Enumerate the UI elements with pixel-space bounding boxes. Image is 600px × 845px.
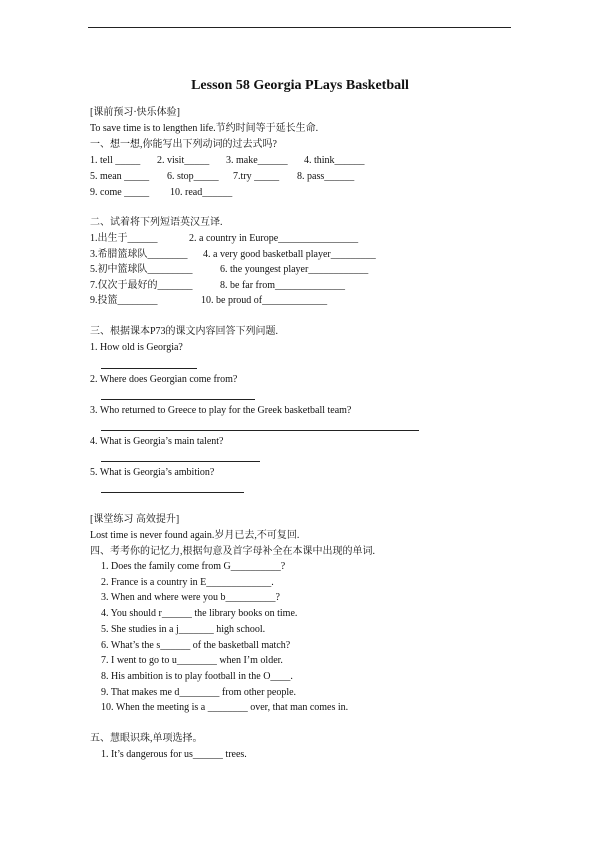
page-title: Lesson 58 Georgia PLays Basketball (191, 78, 409, 93)
verb-item: 10. read______ (170, 187, 233, 198)
answer-line (101, 399, 255, 400)
verb-item: 2. visit_____ (157, 155, 210, 166)
fill-item: 10. When the meeting is a ________ over, that man comes in. (101, 702, 349, 713)
verb-item: 5. mean _____ (90, 171, 150, 182)
question: 4. What is Georgia’s main talent? (90, 436, 224, 447)
answer-line (101, 430, 419, 431)
phrase-item: 3.希腊篮球队________ (90, 249, 188, 260)
choice-item: 1. It’s dangerous for us______ trees. (101, 749, 247, 760)
part5-heading: 五、慧眼识珠,单项选择。 (90, 733, 203, 744)
part3-heading: 三、根据课本P73的课文内容回答下列问题. (90, 326, 279, 337)
phrase-item: 10. be proud of_____________ (201, 295, 328, 306)
part1-header: [课前预习·快乐体验] (90, 107, 180, 118)
verb-item: 1. tell _____ (90, 155, 141, 166)
verb-item: 7.try _____ (233, 171, 280, 182)
part4-header: [课堂练习 高效提升] (90, 514, 180, 525)
fill-item: 7. I went to go to u________ when I’m older. (101, 655, 283, 666)
phrase-item: 1.出生于______ (90, 233, 158, 244)
phrase-item: 5.初中篮球队_________ (90, 264, 193, 275)
part1-heading: 一、想一想,你能写出下列动词的过去式吗? (90, 139, 277, 150)
fill-item: 4. You should r______ the library books on time. (101, 608, 298, 619)
verb-item: 9. come _____ (90, 187, 150, 198)
answer-line (101, 461, 260, 462)
phrase-item: 7.仅次于最好的_______ (90, 280, 193, 291)
phrase-item: 6. the youngest player____________ (220, 264, 369, 275)
verb-item: 4. think______ (304, 155, 365, 166)
fill-item: 6. What’s the s______ of the basketball match? (101, 640, 291, 651)
verb-item: 8. pass______ (297, 171, 355, 182)
fill-item: 2. France is a country in E_____________. (101, 577, 274, 588)
top-rule (88, 27, 511, 28)
part2-heading: 二、试着将下列短语英汉互译. (90, 217, 223, 228)
fill-item: 3. When and where were you b__________? (101, 592, 280, 603)
verb-item: 3. make______ (226, 155, 288, 166)
phrase-item: 2. a country in Europe________________ (189, 233, 359, 244)
fill-item: 9. That makes me d________ from other people. (101, 687, 297, 698)
part4-motto: Lost time is never found again.岁月已去,不可复回. (90, 530, 300, 541)
answer-line (101, 368, 197, 369)
fill-item: 8. His ambition is to play football in the O____. (101, 671, 293, 682)
phrase-item: 8. be far from______________ (220, 280, 345, 291)
phrase-item: 4. a very good basketball player_________ (203, 249, 376, 260)
phrase-item: 9.投篮________ (90, 295, 158, 306)
part4-heading: 四、考考你的记忆力,根据句意及首字母补全在本课中出现的单词. (90, 546, 375, 557)
fill-item: 5. She studies in a j_______ high school. (101, 624, 266, 635)
answer-line (101, 492, 244, 493)
question: 3. Who returned to Greece to play for the Greek basketball team? (90, 405, 352, 416)
part1-motto: To save time is to lengthen life.节约时间等于延长生命. (90, 123, 319, 134)
verb-item: 6. stop_____ (167, 171, 219, 182)
question: 5. What is Georgia’s ambition? (90, 467, 215, 478)
question: 2. Where does Georgian come from? (90, 374, 238, 385)
fill-item: 1. Does the family come from G__________? (101, 561, 286, 572)
question: 1. How old is Georgia? (90, 342, 183, 353)
